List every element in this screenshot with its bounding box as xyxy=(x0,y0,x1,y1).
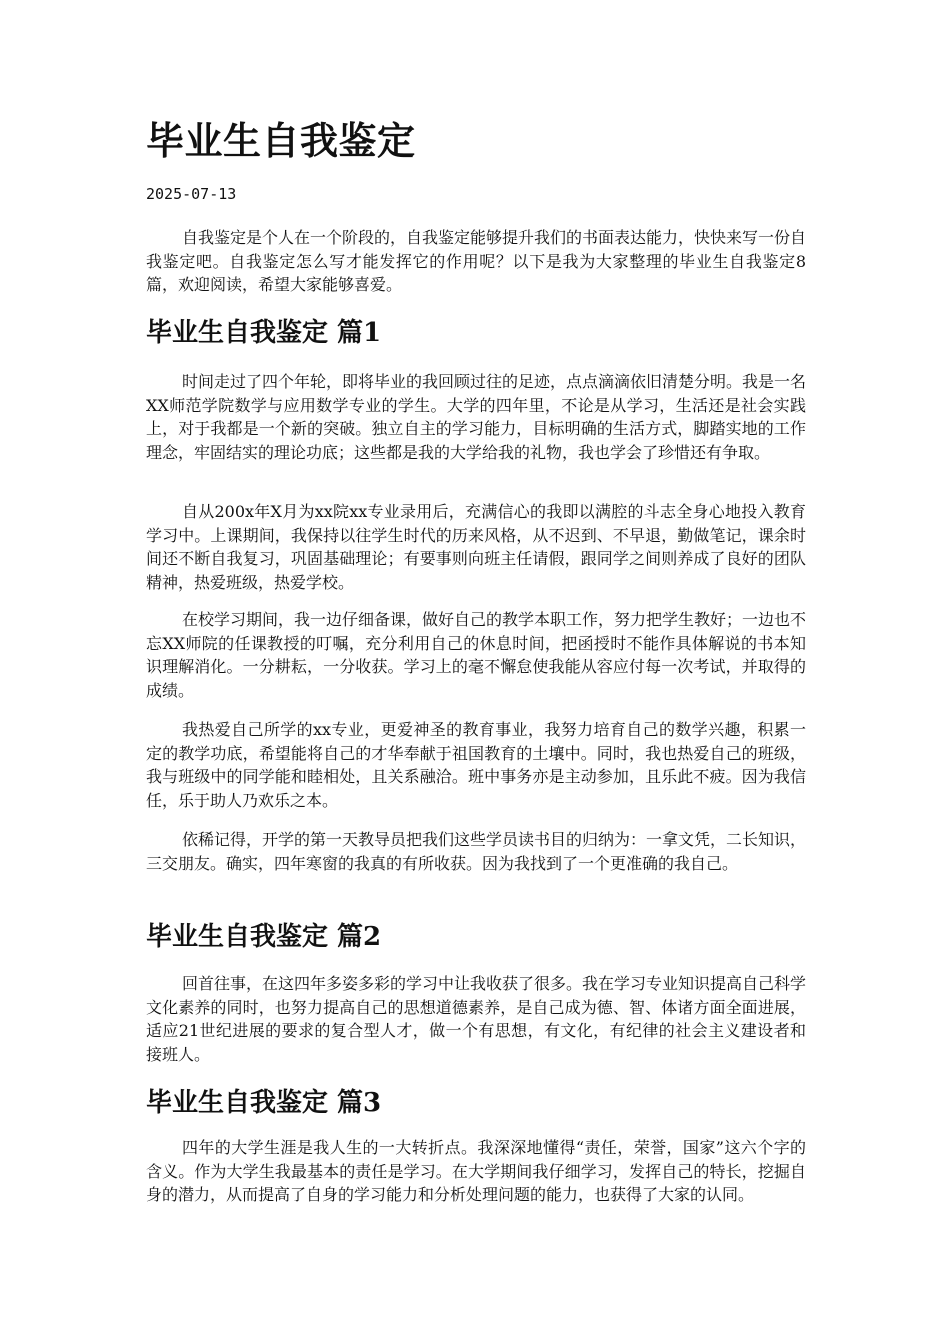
section-heading-1: 毕业生自我鉴定 篇1 xyxy=(146,318,382,348)
section-heading-3: 毕业生自我鉴定 篇3 xyxy=(146,1088,382,1118)
section-1-paragraph-2: 自从200x年X月为xx院xx专业录用后，充满信心的我即以满腔的斗志全身心地投入教育学习中。上课期间，我保持以往学生时代的历来风格，从不迟到、不早退，勤做笔记，课余时间还不断自我复习，巩固基础理论；有要事则向班主任请假，跟同学之间则养成了良好的团队精神，热爱班级，热爱学校。 xyxy=(146,502,806,592)
section-heading-2: 毕业生自我鉴定 篇2 xyxy=(146,922,382,952)
document-title: 毕业生自我鉴定 xyxy=(146,118,416,163)
publish-date: 2025-07-13 xyxy=(146,185,237,203)
section-1-paragraph-5: 依稀记得，开学的第一天教导员把我们这些学员读书目的归纳为：一拿文凭，二长知识，三交朋友。确实，四年寒窗的我真的有所收获。因为我找到了一个更准确的我自己。 xyxy=(146,830,807,873)
section-1-paragraph-3: 在校学习期间，我一边仔细备课，做好自己的教学本职工作，努力把学生教好；一边也不忘XX师院的任课教授的叮嘱，充分利用自己的休息时间，把函授时不能作具体解说的书本知识理解消化。一分耕耘，一分收获。学习上的毫不懈怠使我能从容应付每一次考试，并取得的成绩。 xyxy=(146,610,807,700)
section-1-paragraph-4: 我热爱自己所学的xx专业，更爱神圣的教育事业，我努力培育自己的数学兴趣，积累一定的教学功底，希望能将自己的才华奉献于祖国教育的土壤中。同时，我也热爱自己的班级，我与班级中的同学能和睦相处，且关系融洽。班中事务亦是主动参加，且乐此不疲。因为我信任，乐于助人乃欢乐之本。 xyxy=(146,720,806,810)
intro-paragraph: 自我鉴定是个人在一个阶段的，自我鉴定能够提升我们的书面表达能力，快快来写一份自我鉴定吧。自我鉴定怎么写才能发挥它的作用呢？以下是我为大家整理的毕业生自我鉴定8篇，欢迎阅读，希望大家能够喜爱。 xyxy=(146,228,807,294)
section-3-paragraph-1: 四年的大学生涯是我人生的一大转折点。我深深地懂得“责任，荣誉，国家”这六个字的含义。作为大学生我最基本的责任是学习。在大学期间我仔细学习，发挥自己的特长，挖掘自身的潜力，从而提高了自身的学习能力和分析处理问题的能力，也获得了大家的认同。 xyxy=(146,1138,806,1204)
section-1-paragraph-1: 时间走过了四个年轮，即将毕业的我回顾过往的足迹，点点滴滴依旧清楚分明。我是一名XX师范学院数学与应用数学专业的学生。大学的四年里，不论是从学习，生活还是社会实践上，对于我都是一个新的突破。独立自主的学习能力，目标明确的生活方式，脚踏实地的工作理念，牢固结实的理论功底；这些都是我的大学给我的礼物，我也学会了珍惜还有争取。 xyxy=(146,372,807,462)
section-2-paragraph-1: 回首往事，在这四年多姿多彩的学习中让我收获了很多。我在学习专业知识提高自己科学文化素养的同时，也努力提高自己的思想道德素养，是自己成为德、智、体诸方面全面进展，适应21世纪进展的要求的复合型人才，做一个有思想，有文化，有纪律的社会主义建设者和接班人。 xyxy=(146,974,807,1064)
